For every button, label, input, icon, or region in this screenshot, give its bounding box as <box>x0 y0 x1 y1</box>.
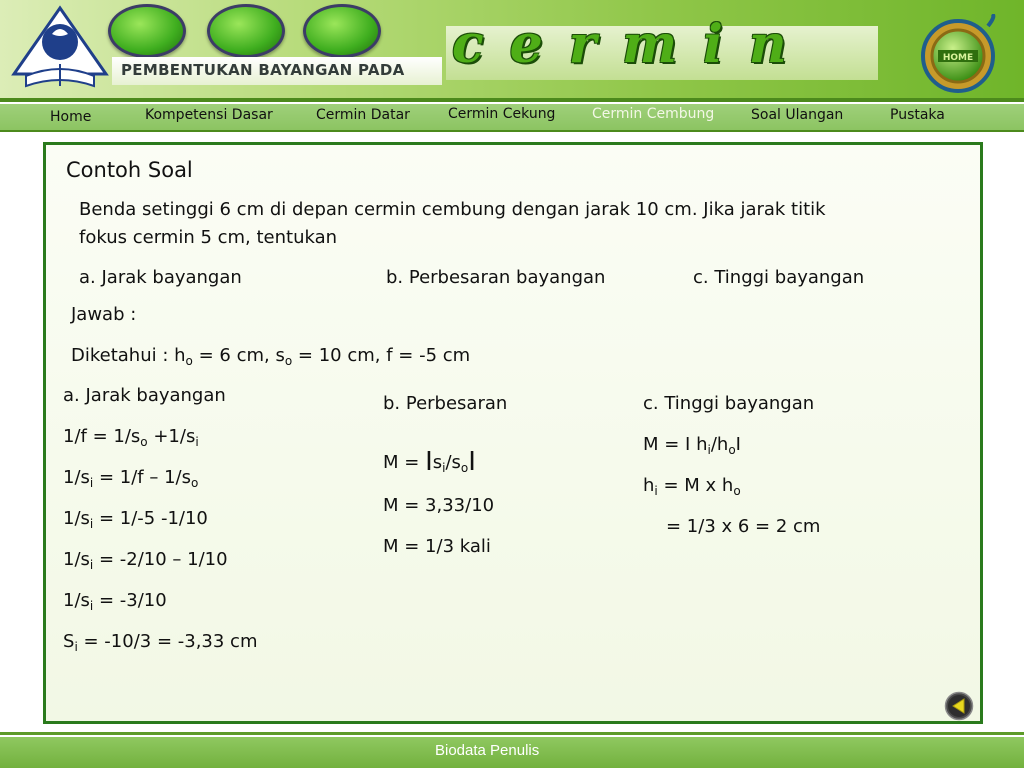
solution-a-title: a. Jarak bayangan <box>63 385 226 406</box>
known-values: Diketahui : $h_o = 6$ cm, $s_o = 10$ cm, f = -5 cm <box>71 345 471 368</box>
section-heading: Contoh Soal <box>66 158 193 182</box>
decorative-oval-2 <box>207 4 285 58</box>
solution-a-line-3: $1/s_i = 1/-5$ -1/10 <box>63 508 208 531</box>
decorative-oval-3 <box>303 4 381 58</box>
question-part-a: a. Jarak bayangan <box>79 267 242 288</box>
nav-soal-ulangan[interactable]: Soal Ulangan <box>751 107 844 123</box>
solution-a-line-5: $1/s_i = -3/10$ <box>63 590 167 613</box>
nav-pustaka[interactable]: Pustaka <box>890 107 945 123</box>
answer-label: Jawab : <box>71 304 137 325</box>
solution-b-line-3: M = 1/3 kali <box>383 536 491 557</box>
solution-a-line-2: $1/s_i = 1/f - 1/s_o$ <box>63 467 199 490</box>
solution-c-line-2: $h_i = M$ x $h_o$ <box>643 475 741 498</box>
solution-a-line-1: $1/f = 1/s_o +1/s_i$ <box>63 426 199 449</box>
nav-kompetensi-dasar[interactable]: Kompetensi Dasar <box>145 107 273 123</box>
solution-b-line-1: $M = Is_i/s_oI$ <box>383 447 476 477</box>
footer-biodata-link[interactable]: Biodata Penulis <box>435 742 540 759</box>
footer-divider <box>0 732 1024 735</box>
question-part-c: c. Tinggi bayangan <box>693 267 865 288</box>
university-logo-icon <box>8 4 112 90</box>
header-divider <box>0 98 1024 102</box>
back-arrow-icon[interactable] <box>944 691 974 721</box>
brand-title: cermin <box>452 14 813 75</box>
decorative-oval-1 <box>108 4 186 58</box>
solution-b-title: b. Perbesaran <box>383 393 508 414</box>
solution-a-line-4: $1/s_i = -2/10 - 1/10$ <box>63 549 228 572</box>
nav-cermin-datar[interactable]: Cermin Datar <box>316 107 410 123</box>
solution-c-line-3: = 1/3 x 6 = 2 cm <box>666 516 821 537</box>
emblem-label: HOME <box>942 53 974 63</box>
question-line-1: Benda setinggi 6 cm di depan cermin cembung dengan jarak 10 cm. Jika jarak titik <box>79 199 826 220</box>
nav-cermin-cekung[interactable]: Cermin Cekung <box>448 106 556 122</box>
page-subtitle: PEMBENTUKAN BAYANGAN PADA <box>121 61 405 79</box>
solution-a-line-6: $S_i = -10/3 = -3,33$ cm <box>63 631 258 654</box>
nav-cermin-cembung[interactable]: Cermin Cembung <box>592 106 715 122</box>
solution-b-line-2: M = 3,33/10 <box>383 495 495 516</box>
question-line-2: fokus cermin 5 cm, tentukan <box>79 227 338 248</box>
home-emblem-icon[interactable] <box>918 14 998 94</box>
question-part-b: b. Perbesaran bayangan <box>386 267 606 288</box>
solution-c-title: c. Tinggi bayangan <box>643 393 815 414</box>
solution-c-line-1: M = I $h_i/h_oI$ <box>643 434 741 457</box>
nav-home[interactable]: Home <box>50 109 92 125</box>
